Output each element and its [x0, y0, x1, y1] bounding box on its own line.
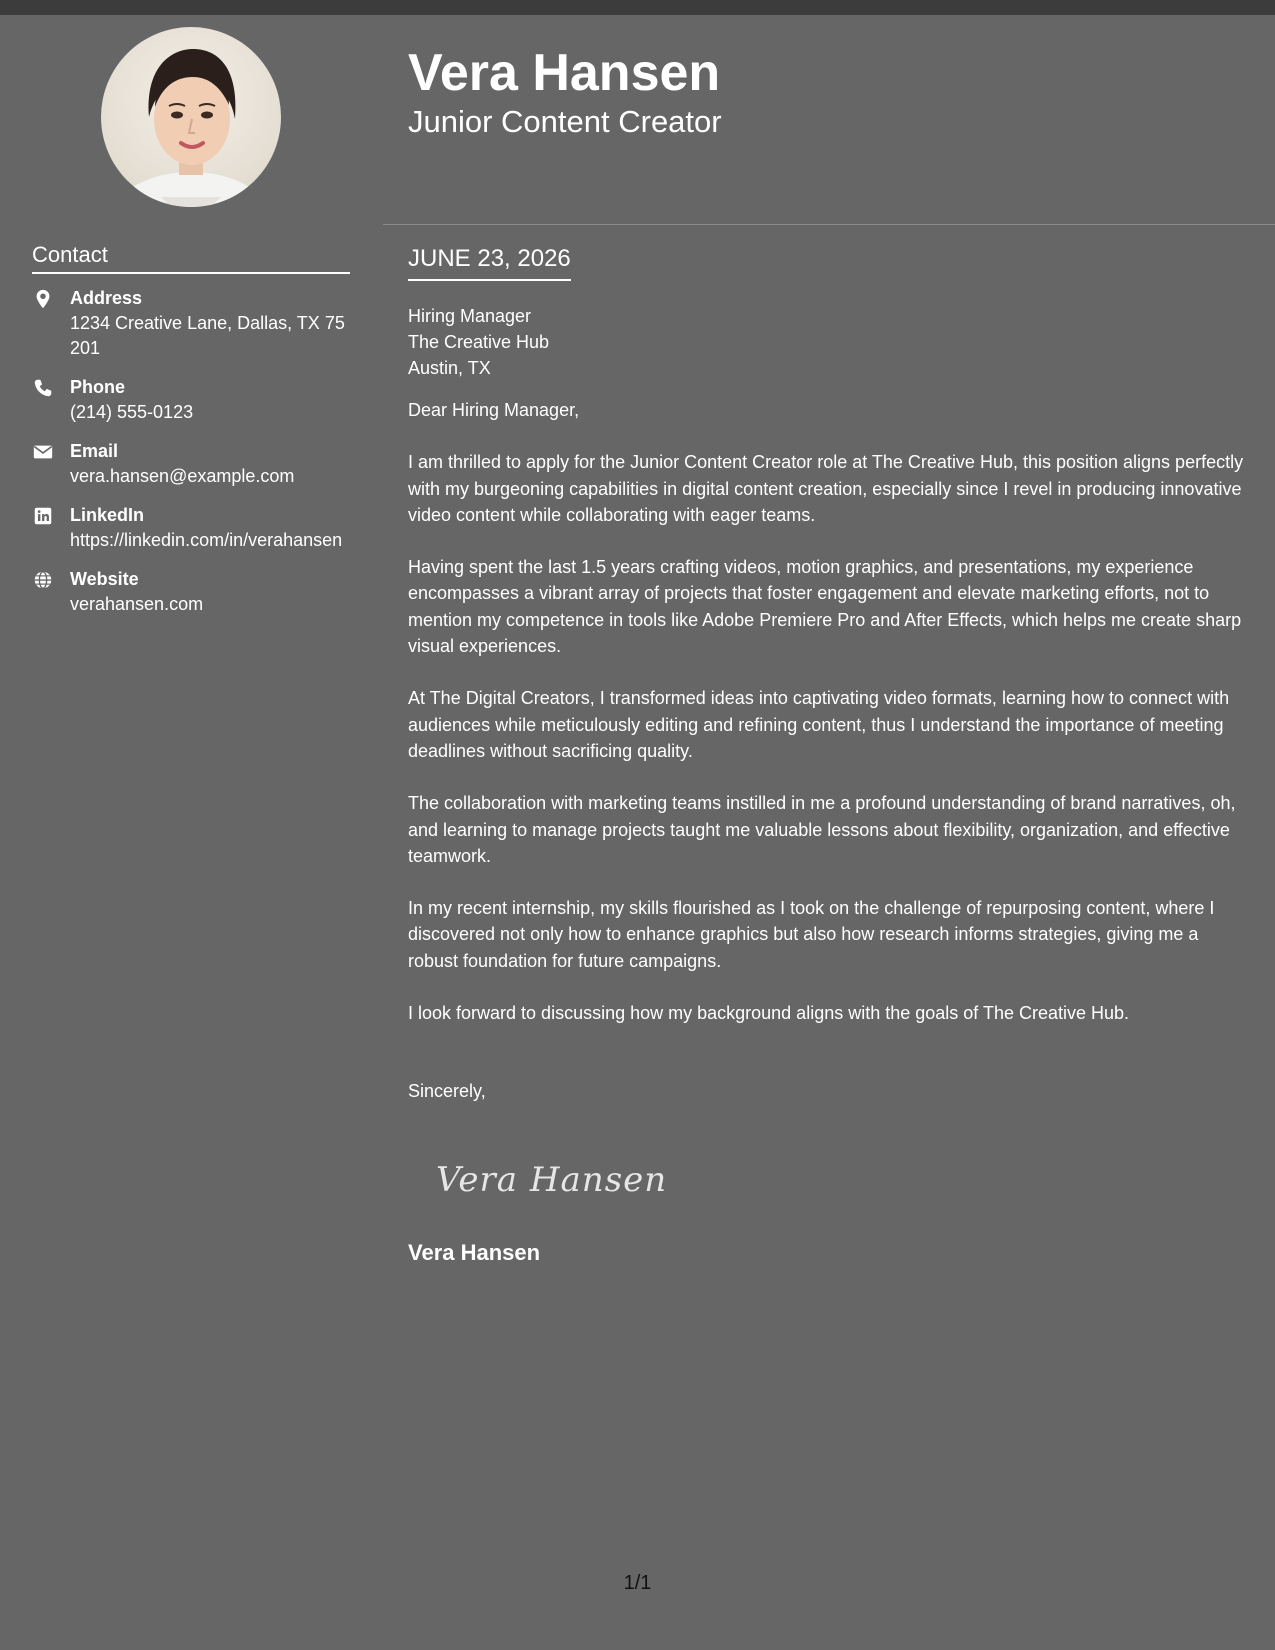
- contact-value: (214) 555-0123: [70, 402, 194, 422]
- contact-label: Address: [70, 288, 143, 308]
- globe-icon: [32, 569, 54, 591]
- letter-date: JUNE 23, 2026: [408, 244, 571, 281]
- letter-body: [408, 303, 1253, 1105]
- paragraph: I am thrilled to apply for the Junior Content Creator role at The Creative Hub, this position aligns perfectly with my burgeoning capabilities in digital content creation, especially since I revel in producing innovative video content while collaborating with eager teams.: [408, 452, 1244, 525]
- contact-value[interactable]: verahansen.com: [70, 594, 204, 614]
- paragraph: In my recent internship, my skills flourished as I took on the challenge of repurposing content, where I discovered not only how to enhance graphics but also how research informs strategies, giving me a robust foundation for future campaigns.: [408, 898, 1215, 971]
- contact-value: vera.hansen@example.com: [70, 466, 295, 486]
- top-bar: [0, 0, 1275, 15]
- closing: Sincerely,: [408, 1081, 486, 1102]
- sidebar: [0, 15, 383, 1650]
- job-title: Junior Content Creator: [408, 104, 722, 139]
- contact-phone: [32, 375, 352, 425]
- page-number: 1/1: [623, 1572, 652, 1594]
- contact-address: [32, 286, 352, 361]
- contact-list: [32, 286, 352, 631]
- contact-website: [32, 567, 352, 617]
- contact-value: 1234 Creative Lane, Dallas, TX 75201: [70, 313, 345, 358]
- contact-label: Phone: [70, 377, 126, 397]
- contact-value[interactable]: https://linkedin.com/in/verahansen: [70, 530, 343, 550]
- header-divider: [383, 224, 1275, 225]
- greeting: Dear Hiring Manager,: [408, 400, 580, 420]
- contact-heading: Contact: [32, 242, 350, 274]
- applicant-name: Vera Hansen: [408, 44, 721, 102]
- signer-name: Vera Hansen: [408, 1240, 541, 1265]
- profile-photo: [101, 27, 281, 207]
- paragraph: I look forward to discussing how my background aligns with the goals of The Creative Hub.: [408, 1003, 1130, 1024]
- contact-email: [32, 439, 352, 489]
- phone-icon: [32, 377, 54, 399]
- map-pin-icon: [32, 288, 54, 310]
- recipient-line: The Creative Hub: [408, 332, 550, 352]
- envelope-icon: [32, 441, 54, 463]
- recipient-line: Austin, TX: [408, 358, 491, 378]
- signature: Vera Hansen: [436, 1160, 668, 1200]
- recipient-block: [408, 303, 1253, 381]
- contact-label: LinkedIn: [70, 505, 145, 525]
- recipient-line: Hiring Manager: [408, 306, 532, 326]
- contact-linkedin: [32, 503, 352, 553]
- paragraph: At The Digital Creators, I transformed ideas into captivating video formats, learning how to connect with audiences while meticulously editing and refining content, thus I understand the importance of meeting deadlines without sacrificing quality.: [408, 688, 1230, 761]
- contact-label: Email: [70, 441, 119, 461]
- portrait-image: [101, 27, 281, 207]
- paragraph: Having spent the last 1.5 years crafting videos, motion graphics, and presentations, my experience encompasses a vibrant array of projects that foster engagement and elevate marketing efforts, not to mention my competence in tools like Adobe Premiere Pro and After Effects, which helps me create sharp visual experiences.: [408, 557, 1242, 657]
- linkedin-icon: [32, 505, 54, 527]
- paragraph: The collaboration with marketing teams instilled in me a profound understanding of brand narratives, oh, and learning to manage projects taught me valuable lessons about flexibility, organization, and effective teamwork.: [408, 793, 1236, 866]
- contact-label: Website: [70, 569, 139, 589]
